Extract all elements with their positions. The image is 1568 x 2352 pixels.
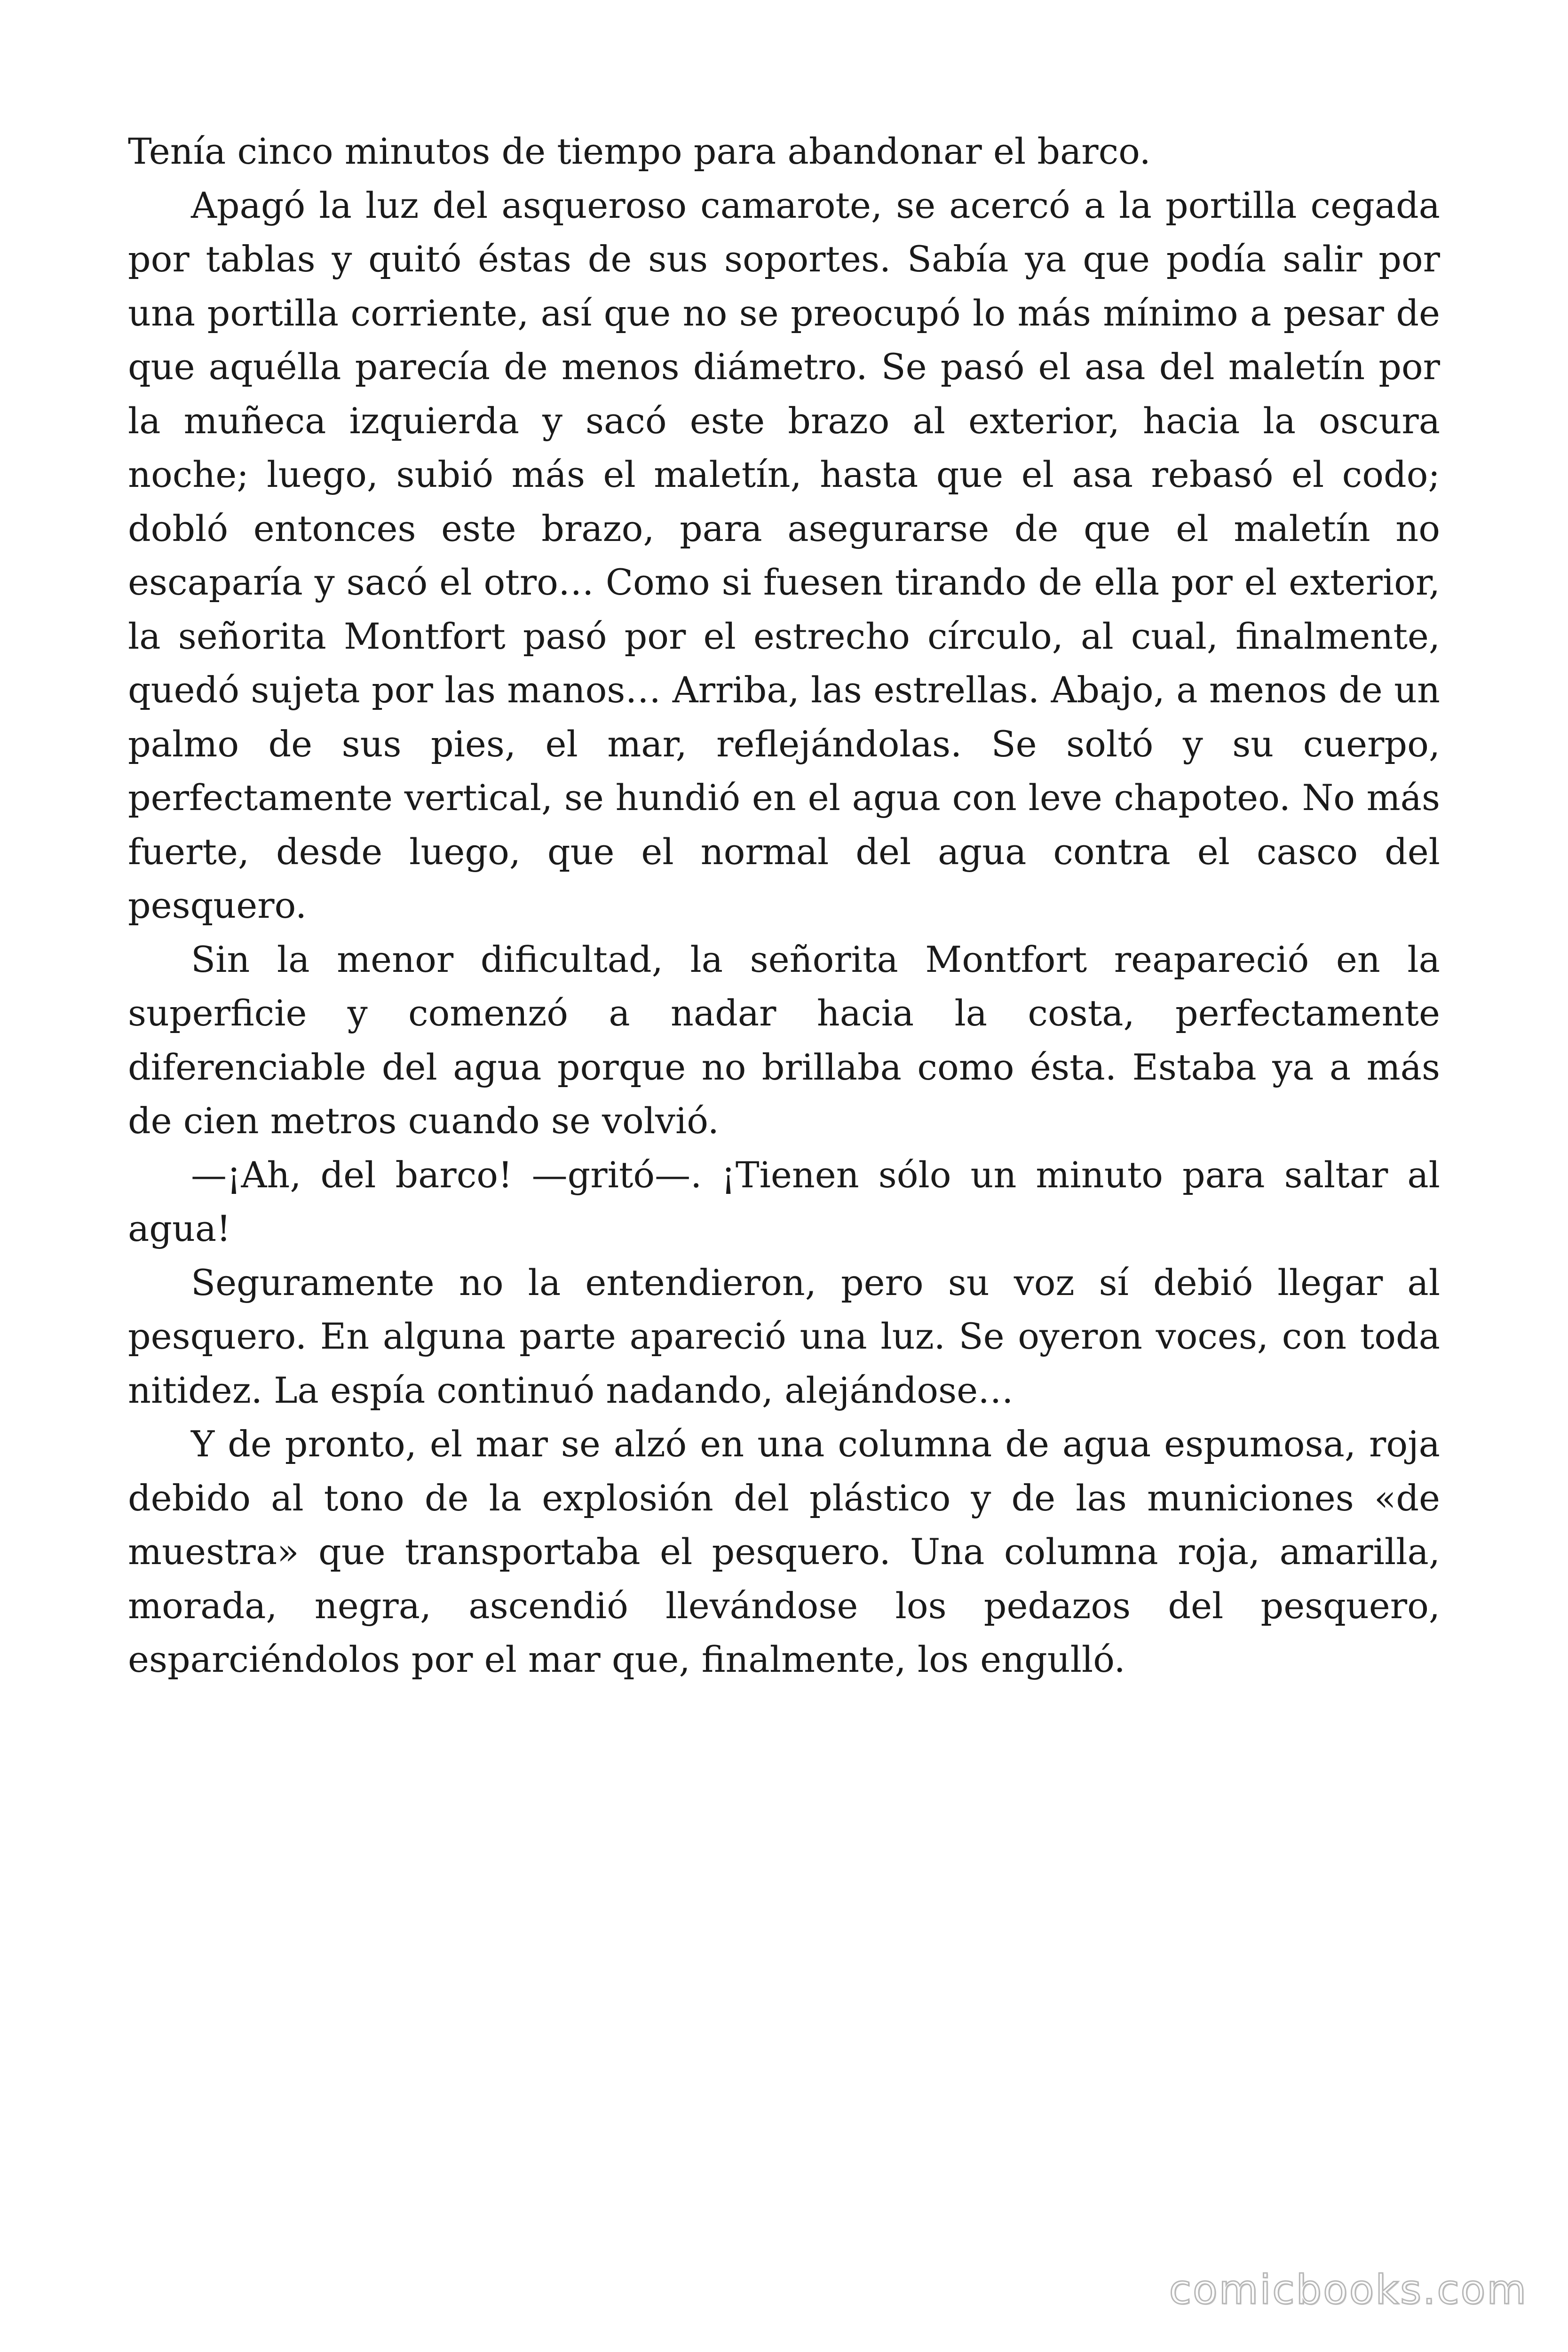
paragraph-4: —¡Ah, del barco! —gritó—. ¡Tienen sólo un minuto para saltar al agua! <box>128 1153 1440 1249</box>
paragraph-3: Sin la menor dificultad, la señorita Montfort reapareció en la superficie y comenzó a nadar hacia la costa, perfectamente diferenciable del agua porque no brillaba como ésta. Estaba ya a más de cien metros cuando se volvió. <box>128 938 1440 1142</box>
watermark: comicbooks.com <box>1169 2266 1528 2313</box>
page-body-text <box>128 125 1440 1687</box>
paragraph-2: Apagó la luz del asqueroso camarote, se acercó a la portilla cegada por tablas y quitó éstas de sus soportes. Sabía ya que podía salir por una portilla corriente, así que no se preocupó lo más mínimo a pesar de que aquélla parecía de menos diámetro. Se pasó el asa del maletín por la muñeca izquierda y sacó este brazo al exterior, hacia la oscura noche; luego, subió más el maletín, hasta que el asa rebasó el codo; dobló entonces este brazo, para asegurarse de que el maletín no escaparía y sacó el otro… Como si fuesen tirando de ella por el exterior, la señorita Montfort pasó por el estrecho círculo, al cual, finalmente, quedó sujeta por las manos… Arriba, las estrellas. Abajo, a menos de un palmo de sus pies, el mar, reflejándolas. Se soltó y su cuerpo, perfectamente vertical, se hundió en el agua con leve chapoteo. No más fuerte, desde luego, que el normal del agua contra el casco del pesquero. <box>128 184 1440 926</box>
paragraph-5: Seguramente no la entendieron, pero su voz sí debió llegar al pesquero. En alguna parte apareció una luz. Se oyeron voces, con toda nitidez. La espía continuó nadando, alejándose… <box>128 1261 1440 1411</box>
paragraph-1: Tenía cinco minutos de tiempo para abandonar el barco. <box>128 130 1151 172</box>
paragraph-6: Y de pronto, el mar se alzó en una columna de agua espumosa, roja debido al tono de la explosión del plástico y de las municiones «de muestra» que transportaba el pesquero. Una columna roja, amarilla, morada, negra, ascendió llevándose los pedazos del pesquero, esparciéndolos por el mar que, finalmente, los engulló. <box>128 1423 1440 1680</box>
